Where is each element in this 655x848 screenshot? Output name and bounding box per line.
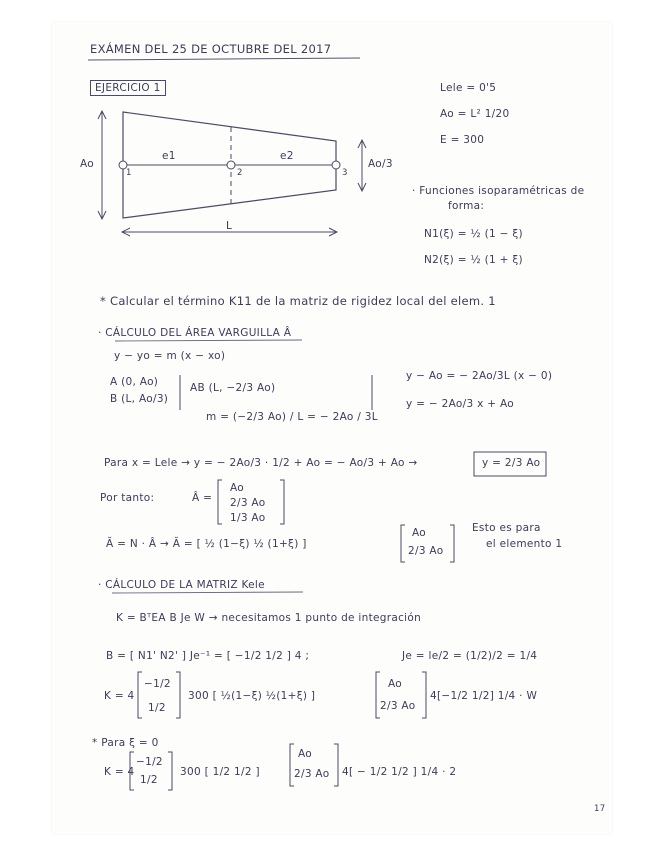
- note-line-1: Esto es para: [472, 522, 541, 534]
- k2-vec-1: Ao: [298, 748, 313, 760]
- a-hat-1: Ao: [230, 482, 245, 494]
- area-heading-underline: [115, 340, 302, 341]
- given-e: E = 300: [440, 134, 485, 146]
- evaluate-at-lele: Para x = Lele → y = − 2Ao/3 · 1/2 + Ao = − Ao/3 + Ao →: [104, 457, 418, 469]
- node-3-label: 3: [342, 168, 348, 178]
- node-1-label: 1: [126, 168, 132, 178]
- k-col-2: 1/2: [148, 702, 166, 714]
- node-3: [332, 161, 340, 169]
- point-b: B (L, Ao/3): [110, 393, 169, 405]
- k-definition: K = BᵀEA B Je W → necesitamos 1 punto de integración: [116, 612, 422, 624]
- page-number: 17: [594, 804, 606, 814]
- k2-vec-2: 2/3 Ao: [294, 768, 330, 780]
- line-eq-2: y = − 2Ao/3 x + Ao: [406, 398, 514, 410]
- exercise-label: EJERCICIO 1: [90, 80, 166, 96]
- je-definition: Je = le/2 = (1/2)/2 = 1/4: [402, 650, 538, 662]
- a-hat-label: Â =: [192, 492, 213, 504]
- given-lele: Lele = 0'5: [440, 82, 497, 94]
- element-1-label: e1: [162, 150, 176, 162]
- b-definition: B = [ N1' N2' ] Je⁻¹ = [ −1/2 1/2 ] 4 ;: [106, 650, 310, 662]
- interpolation: Ă = N · Â → Ă = [ ½ (1−ξ) ½ (1+ξ) ]: [106, 538, 307, 550]
- element-2-label: e2: [280, 150, 294, 162]
- length-label: L: [226, 220, 233, 232]
- vector-ab: AB (L, −2/3 Ao): [190, 382, 276, 394]
- task-statement: * Calcular el término K11 de la matriz de rigidez local del elem. 1: [100, 294, 496, 308]
- line-eq-1: y − Ao = − 2Ao/3L (x − 0): [406, 370, 553, 382]
- title-underline: [88, 58, 360, 60]
- k-vec-1: Ao: [388, 678, 403, 690]
- matrix-heading-underline: [112, 592, 303, 593]
- slope: m = (−2/3 Ao) / L = − 2Ao / 3L: [206, 411, 378, 423]
- k-expr-post: 4[−1/2 1/2] 1/4 · W: [430, 690, 538, 702]
- right-height-label: Ao/3: [368, 158, 393, 170]
- shape-intro-2: forma:: [448, 200, 485, 212]
- k2-mid: 300 [ 1/2 1/2 ]: [180, 766, 260, 778]
- k2-pre: K = 4: [104, 766, 135, 778]
- k-vec-2: 2/3 Ao: [380, 700, 416, 712]
- area-result: y = 2/3 Ao: [482, 457, 541, 469]
- k-col-1: −1/2: [144, 678, 171, 690]
- left-height-label: Ao: [80, 158, 95, 170]
- node-2: [227, 161, 235, 169]
- shape-n1: N1(ξ) = ½ (1 − ξ): [424, 228, 523, 240]
- interp-vec-2: 2/3 Ao: [408, 545, 444, 557]
- matrix-heading: · CÁLCULO DE LA MATRIZ Kele: [98, 579, 265, 591]
- exam-title: EXÁMEN DEL 25 DE OCTUBRE DEL 2017: [90, 42, 332, 56]
- a-hat-3: 1/3 Ao: [230, 512, 266, 524]
- shape-n2: N2(ξ) = ½ (1 + ξ): [424, 254, 523, 266]
- por-tanto: Por tanto:: [100, 492, 155, 504]
- area-heading: · CÁLCULO DEL ÁREA VARGUILLA Â: [98, 327, 292, 339]
- k-expr-mid: 300 [ ½(1−ξ) ½(1+ξ) ]: [188, 690, 316, 702]
- k2-col-2: 1/2: [140, 774, 158, 786]
- given-ao: Ao = L² 1/20: [440, 108, 510, 120]
- para-xi: * Para ξ = 0: [92, 737, 159, 749]
- k2-post: 4[ − 1/2 1/2 ] 1/4 · 2: [342, 766, 457, 778]
- shape-intro-1: · Funciones isoparamétricas de: [412, 185, 585, 197]
- k-expr-pre: K = 4: [104, 690, 135, 702]
- point-a: A (0, Ao): [110, 376, 159, 388]
- line-equation: y − yo = m (x − xo): [114, 350, 226, 362]
- interp-vec-1: Ao: [412, 527, 427, 539]
- node-2-label: 2: [237, 168, 243, 178]
- k2-col-1: −1/2: [136, 756, 163, 768]
- note-line-2: el elemento 1: [486, 538, 563, 550]
- a-hat-2: 2/3 Ao: [230, 497, 266, 509]
